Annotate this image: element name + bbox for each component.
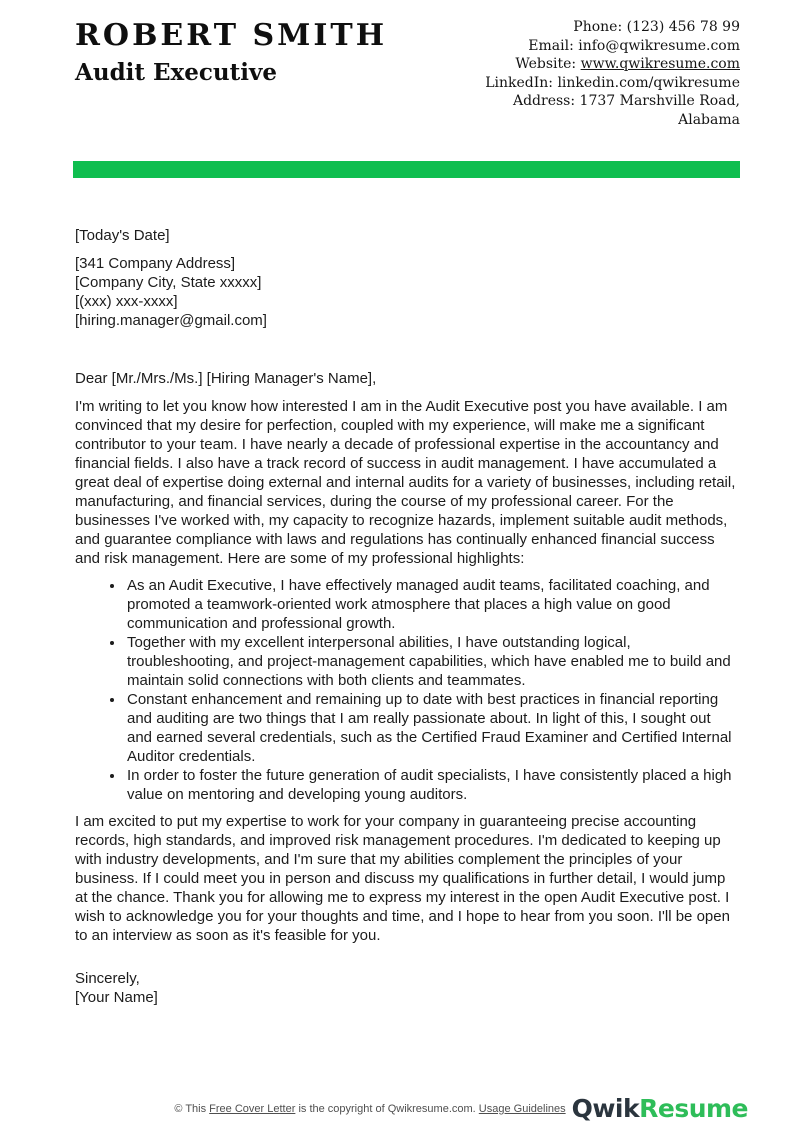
usage-guidelines-link[interactable]: Usage Guidelines (478, 1103, 566, 1115)
contact-website (485, 55, 740, 74)
identity-block (75, 18, 387, 129)
qwikresume-logo (572, 1094, 748, 1123)
closing-paragraph: I am excited to put my expertise to work for your company in guaranteeing precise accounting records, high standards, and improved risk management procedures. I'm dedicated to keeping up with industry developments, and I'm sure that my abilities complement the principles of your business. If I could meet you in person and discuss my qualifications in further detail, I would jump at the chance. Thank you for allowing me to express my interest in the open Audit Executive post. I wish to acknowledge you for your thoughts and time, and I hope to hear from you soon. I'll be open to an interview as soon as it's feasible for you. (75, 813, 730, 944)
recipient-address-line: [(xxx) xxx-xxxx] (75, 293, 178, 310)
intro-paragraph: I'm writing to let you know how interested I am in the Audit Executive post you have available. I am convinced that my desire for perfection, coupled with my experience, will make me a significant contributor to your team. I have nearly a decade of professional expertise in the accountancy and financial fields. I also have a track record of success in audit management. I have accumulated a great deal of expertise doing external and internal audits for a variety of businesses, including retail, manufacturing, and financial services, during the course of my professional career. For the businesses I've worked with, my capacity to recognize hazards, implement suitable audit methods, and guarantee compliance with laws and regulations has continually enhanced financial success and risk management. Here are some of my professional highlights: (75, 398, 736, 567)
linkedin-value: linkedin.com/qwikresume (557, 74, 740, 91)
signature-block (75, 969, 737, 1007)
address-value-line1: 1737 Marshville Road, (579, 93, 740, 109)
recipient-address-block (75, 254, 737, 330)
recipient-address-line: [hiring.manager@gmail.com] (75, 312, 267, 329)
website-link[interactable]: www.qwikresume.com (580, 56, 740, 72)
copyright-prefix: © This (174, 1103, 207, 1115)
recipient-address-line: [Company City, State xxxxx] (75, 274, 262, 291)
highlights-list (75, 576, 737, 804)
linkedin-label: LinkedIn: (485, 74, 553, 91)
contact-address-line2: Alabama (678, 111, 740, 128)
logo-resume-text: Resume (639, 1094, 748, 1123)
free-cover-letter-link[interactable]: Free Cover Letter (209, 1103, 296, 1115)
candidate-name: ROBERT SMITH (75, 18, 388, 53)
valediction: Sincerely, (75, 970, 140, 987)
email-value: info@qwikresume.com (578, 37, 740, 54)
highlight-item: • As an Audit Executive, I have effectively managed audit teams, facilitated coaching, and promoted a teamwork-oriented work atmosphere that places a high value on good communication and professional growth. (125, 576, 737, 633)
accent-divider (73, 161, 740, 178)
website-label: Website: (515, 56, 577, 72)
address-label: Address: (512, 93, 576, 109)
highlight-item: • Constant enhancement and remaining up to date with best practices in financial reporting and auditing are two things that I am really passionate about. In light of this, I sought out and earned several credentials, such as the Certified Fraud Examiner and Certified Internal Auditor credentials. (125, 690, 737, 766)
contact-phone (485, 18, 740, 37)
copyright-middle: is the copyright of Qwikresume.com. (298, 1103, 476, 1115)
contact-email (485, 37, 740, 56)
highlight-item: • Together with my excellent interpersonal abilities, I have outstanding logical, troubleshooting, and project-management capabilities, which have enabled me to build and maintain solid connections with both clients and teammates. (125, 633, 737, 690)
job-title: Audit Executive (75, 59, 277, 86)
contact-info (485, 18, 740, 129)
phone-value: (123) 456 78 99 (626, 19, 740, 35)
date-placeholder: [Today's Date] (75, 227, 170, 244)
highlight-item: • In order to foster the future generation of audit specialists, I have consistently placed a high value on mentoring and developing young auditors. (125, 766, 737, 804)
signature-placeholder: [Your Name] (75, 989, 158, 1006)
email-label: Email: (528, 37, 574, 54)
recipient-address-line: [341 Company Address] (75, 255, 236, 272)
header (0, 0, 800, 129)
contact-address-line1 (485, 92, 740, 111)
contact-linkedin (485, 74, 740, 93)
footer (0, 1083, 800, 1131)
letter-body (0, 226, 800, 1007)
salutation: Dear [Mr./Mrs./Ms.] [Hiring Manager's Name], (75, 370, 377, 387)
phone-label: Phone: (573, 19, 623, 35)
copyright-notice (100, 1103, 640, 1115)
logo-qwik-text: Qwik (571, 1094, 640, 1123)
